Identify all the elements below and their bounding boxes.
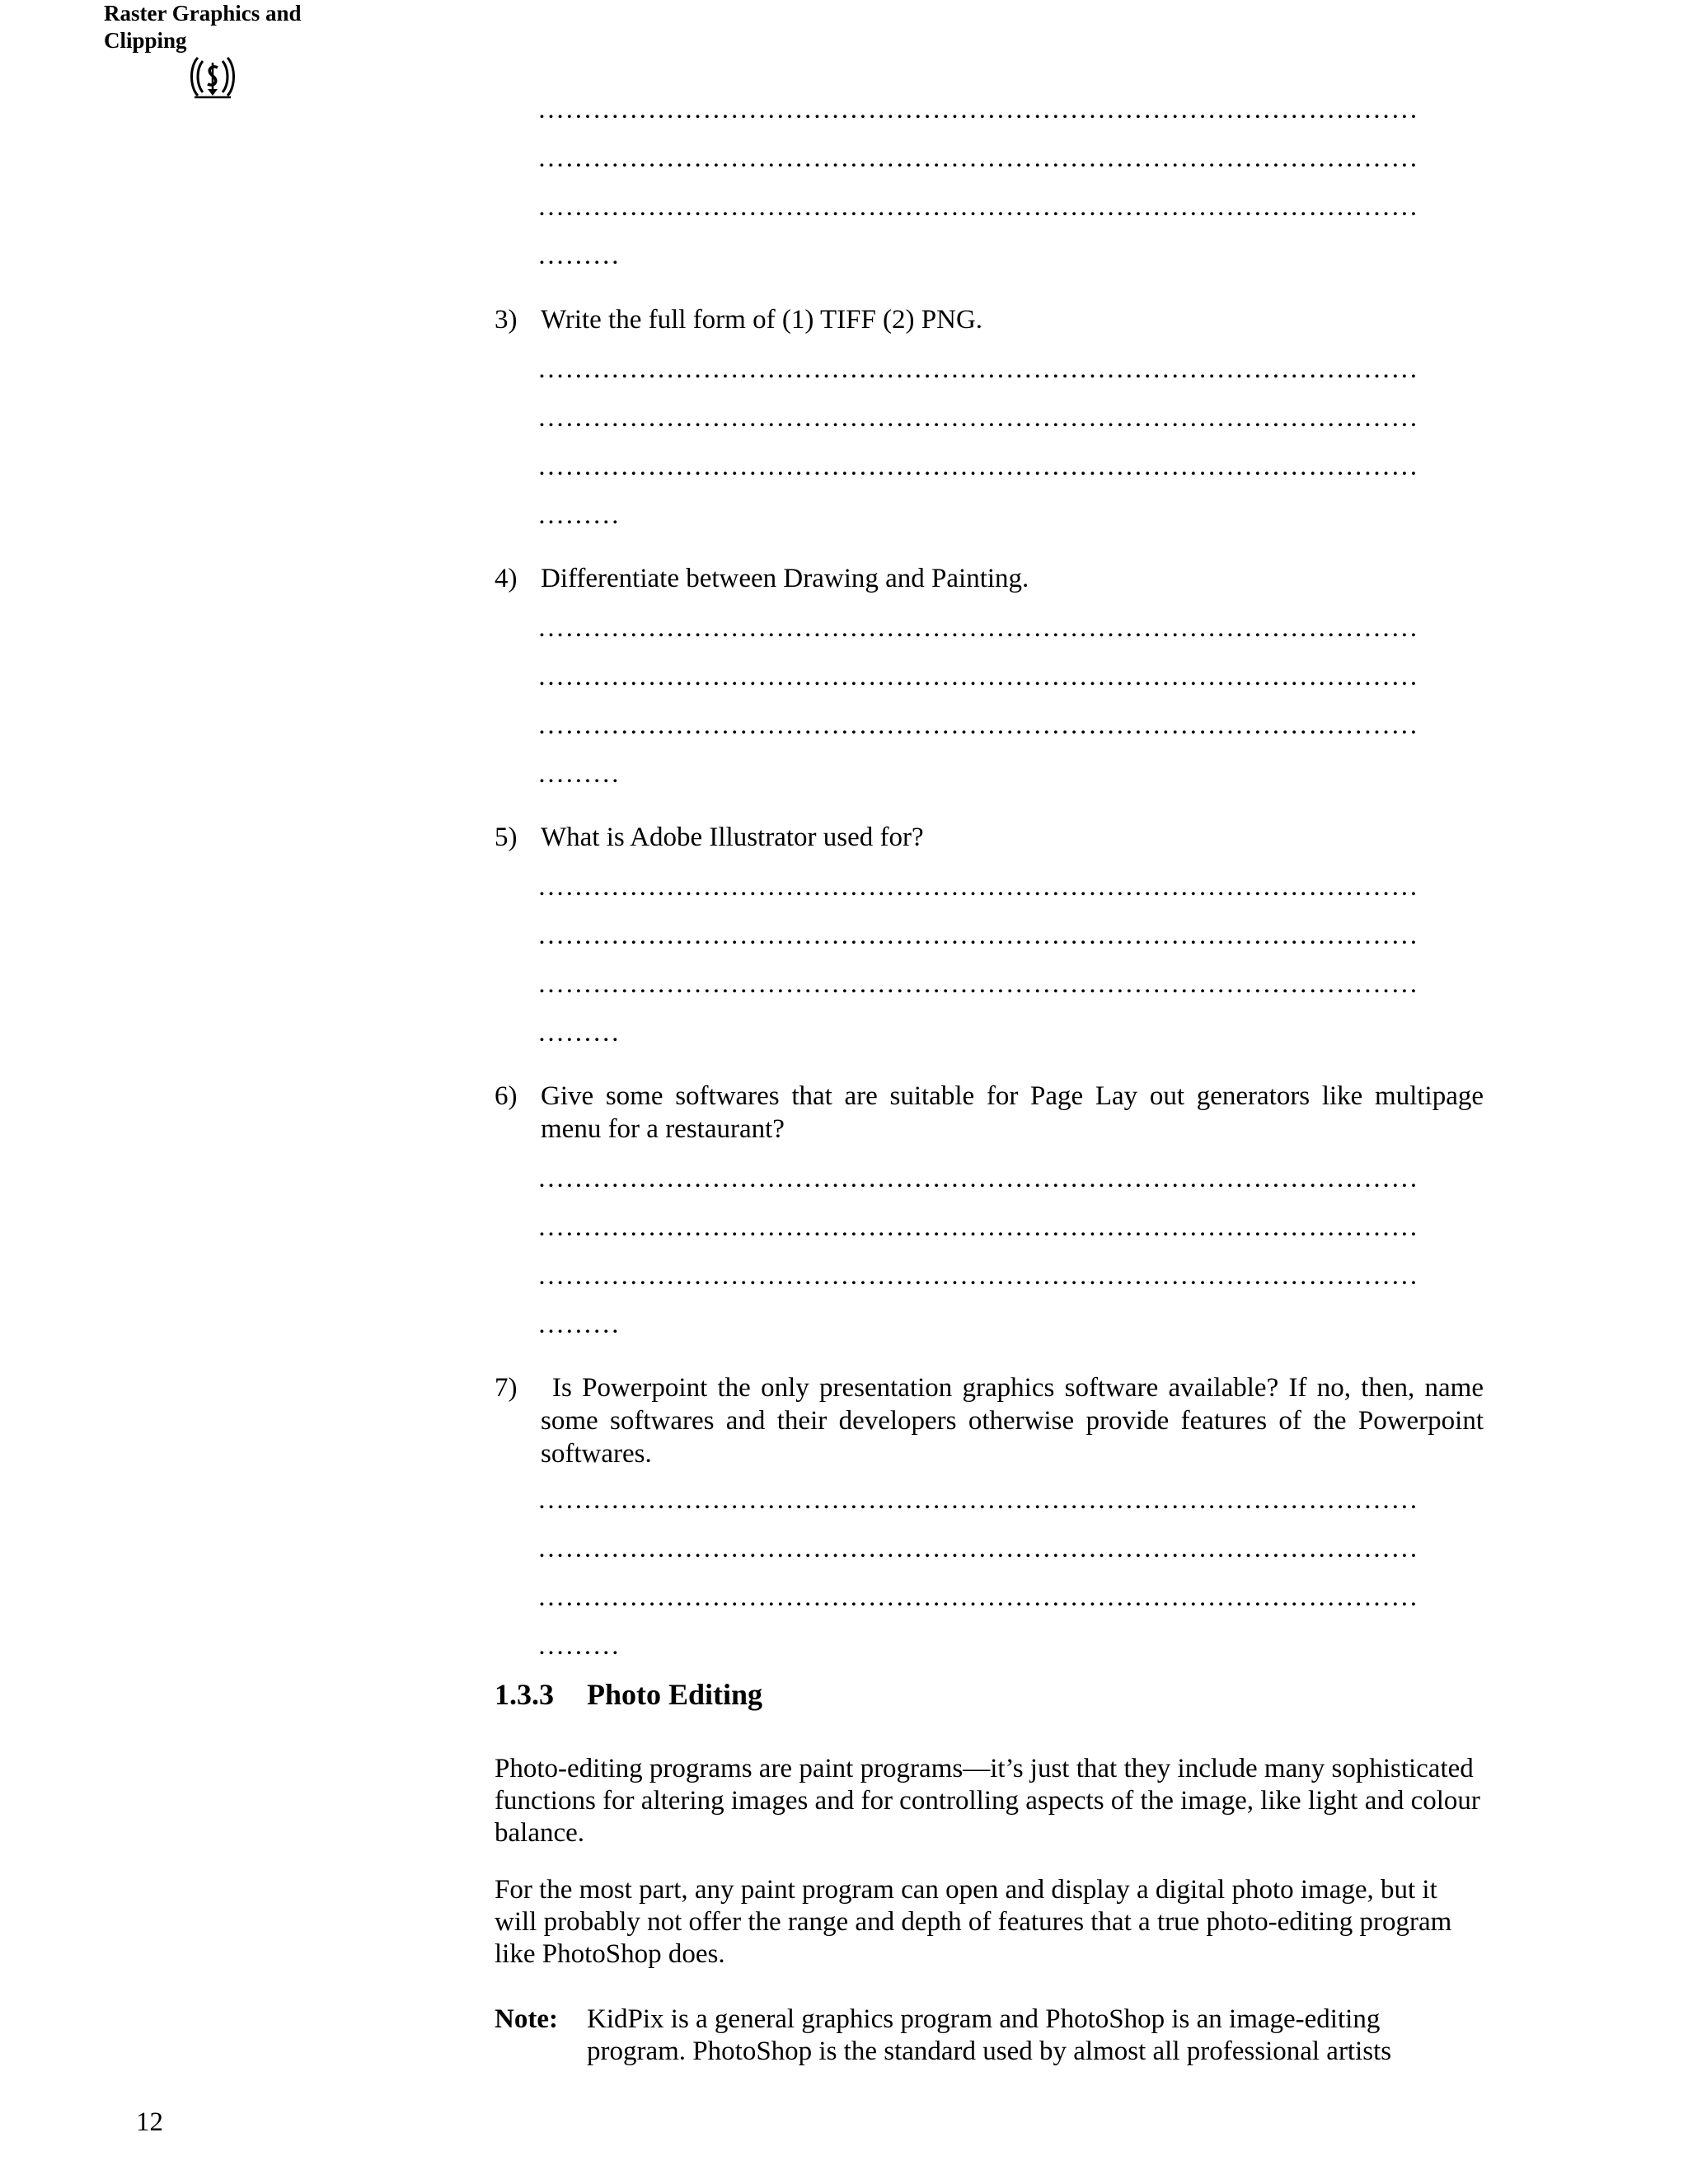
answer-line: ……………………………………………………………………………………: [537, 710, 1418, 740]
section-title: Photo Editing: [587, 1678, 763, 1711]
note-text: KidPix is a general graphics program and PhotoShop is an image-editing program. PhotoShop is the standard used by almost all professional artists: [587, 2004, 1392, 2066]
answer-line: ……………………………………………………………………………………: [537, 95, 1418, 124]
answer-line: ……………………………………………………………………………………: [537, 969, 1418, 999]
answer-line: ……………………………………………………………………………………: [537, 1582, 1418, 1612]
question-3: [495, 303, 1484, 336]
answer-line: ……………………………………………………………………………………: [537, 403, 1418, 433]
running-head-line-2: Clipping: [104, 28, 187, 53]
answer-line: ………: [537, 759, 621, 789]
answer-line: ………: [537, 1631, 621, 1661]
paragraph: For the most part, any paint program can open and display a digital photo image, but it will probably not offer the range and depth of features that a true photo-editing program like PhotoShop does.: [495, 1875, 1452, 1969]
answer-line: ………: [537, 241, 621, 270]
running-head-line-1: Raster Graphics and: [104, 1, 302, 26]
university-emblem-icon: [186, 53, 239, 101]
section-heading: [495, 1676, 762, 1713]
answer-line: ………: [537, 1310, 621, 1339]
answer-line: ……………………………………………………………………………………: [537, 1164, 1418, 1193]
answer-line: ……………………………………………………………………………………: [537, 1212, 1418, 1242]
answer-line: ……………………………………………………………………………………: [537, 872, 1418, 902]
answer-line: ……………………………………………………………………………………: [537, 452, 1418, 481]
question-number: 5): [495, 823, 518, 852]
question-6: [495, 1080, 1484, 1146]
answer-line: ……………………………………………………………………………………: [537, 613, 1418, 643]
question-number: 4): [495, 564, 518, 593]
paragraph: Photo-editing programs are paint programs—it’s just that they include many sophisticated functions for altering images and for controlling aspects of the image, like light and colour balance.: [495, 1754, 1480, 1848]
answer-line: ………: [537, 500, 621, 530]
answer-line: ……………………………………………………………………………………: [537, 1261, 1418, 1291]
question-text: Is Powerpoint the only presentation graphics software available? If no, then, name some softwares and their developers otherwise provide features of the Powerpoint softwares.: [541, 1373, 1484, 1469]
question-7: [495, 1371, 1484, 1470]
answer-line: ……………………………………………………………………………………: [537, 921, 1418, 950]
question-5: [495, 821, 1484, 854]
question-text: What is Adobe Illustrator used for?: [541, 823, 924, 852]
note: [495, 2004, 1484, 2068]
question-4: [495, 562, 1484, 595]
question-text: Write the full form of (1) TIFF (2) PNG.: [541, 305, 983, 335]
answer-line: ……………………………………………………………………………………: [537, 354, 1418, 384]
question-text: Differentiate between Drawing and Painting.: [541, 564, 1029, 593]
answer-line: ……………………………………………………………………………………: [537, 1485, 1418, 1515]
section-number: 1.3.3: [495, 1678, 554, 1711]
question-number: 3): [495, 305, 518, 335]
page-number: 12: [136, 2107, 163, 2137]
question-text: Give some softwares that are suitable for Page Lay out generators like multipage menu for a restaurant?: [541, 1081, 1484, 1144]
answer-line: ……………………………………………………………………………………: [537, 1534, 1418, 1563]
question-number: 6): [495, 1081, 518, 1111]
answer-line: ……………………………………………………………………………………: [537, 192, 1418, 222]
running-head: [104, 0, 302, 54]
question-number: 7): [495, 1373, 518, 1403]
answer-line: ……………………………………………………………………………………: [537, 662, 1418, 691]
answer-line: ……………………………………………………………………………………: [537, 143, 1418, 173]
note-label: Note:: [495, 2004, 558, 2034]
answer-line: ………: [537, 1018, 621, 1047]
